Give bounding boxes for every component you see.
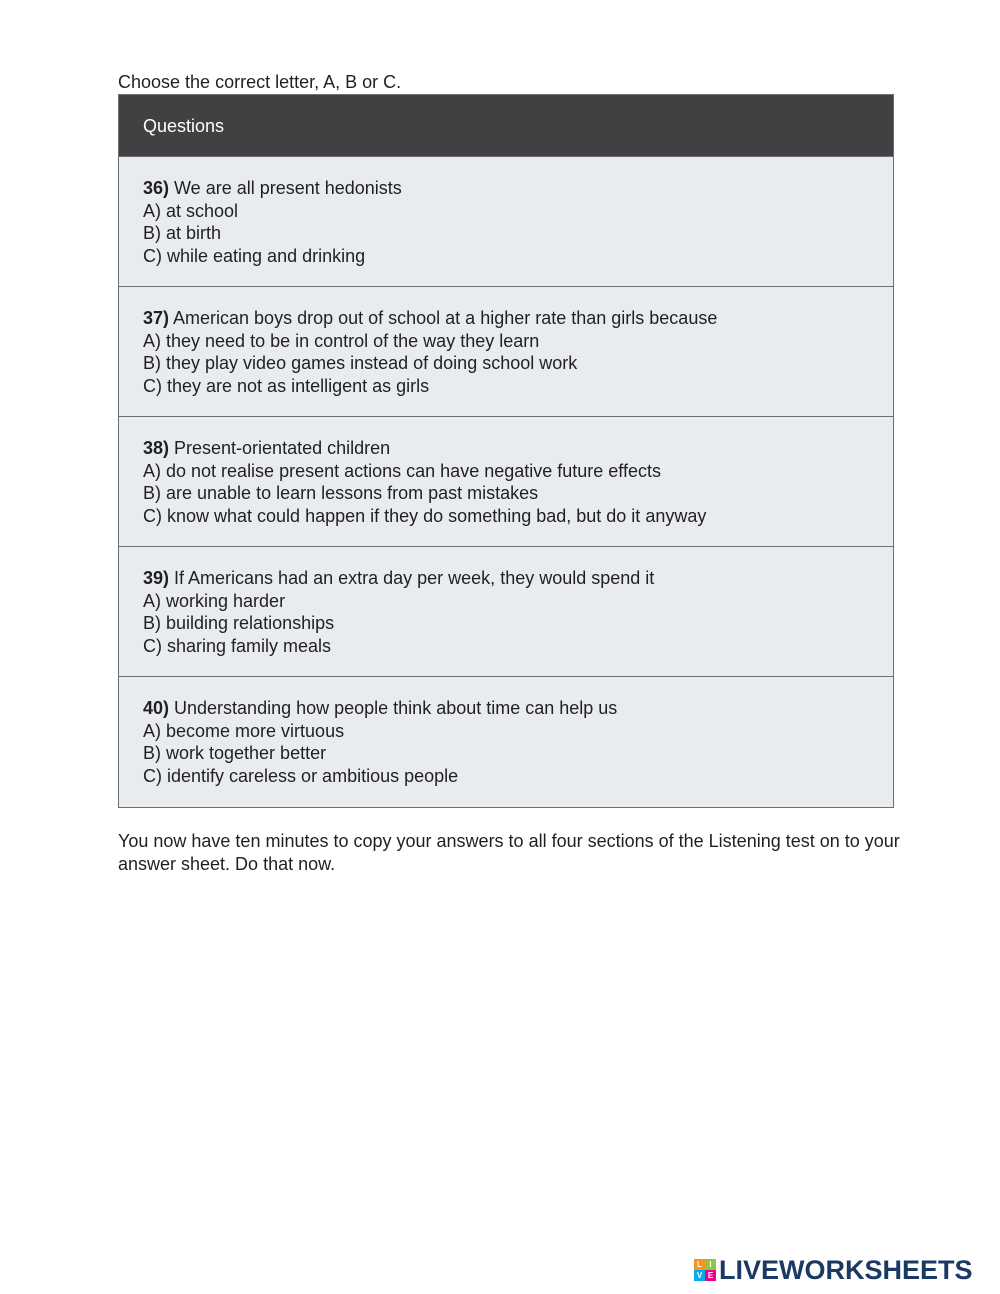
question-text: We are all present hedonists <box>169 178 402 198</box>
questions-table <box>118 94 894 808</box>
question-row-39 <box>119 547 893 677</box>
option-c: C) they are not as intelligent as girls <box>143 375 430 396</box>
option-c: C) know what could happen if they do something bad, but do it anyway <box>143 505 707 526</box>
logo-text: LIVEWORKSHEETS <box>719 1255 973 1285</box>
question-text: Understanding how people think about time can help us <box>169 698 618 718</box>
option-c: C) identify careless or ambitious people <box>143 765 459 786</box>
option-b: B) building relationships <box>143 613 335 633</box>
question-number: 36) <box>143 178 170 198</box>
question-stem <box>143 177 893 200</box>
question-stem <box>143 697 893 720</box>
option-a: A) become more virtuous <box>143 720 345 741</box>
question-number: 39) <box>143 568 170 588</box>
option-a: A) they need to be in control of the way they learn <box>143 330 540 351</box>
question-text: American boys drop out of school at a higher rate than girls because <box>169 308 718 328</box>
question-row-37 <box>119 287 893 417</box>
option-b: B) work together better <box>143 743 327 763</box>
option-c: C) sharing family meals <box>143 635 332 656</box>
option-a: A) working harder <box>143 590 286 611</box>
liveworksheets-logo <box>694 1256 973 1284</box>
logo-tile: L <box>694 1259 705 1270</box>
option-b: B) at birth <box>143 223 222 243</box>
option-c: C) while eating and drinking <box>143 245 366 266</box>
instruction-text: Choose the correct letter, A, B or C. <box>118 72 402 92</box>
table-header: Questions <box>119 95 893 157</box>
question-number: 37) <box>143 308 170 328</box>
option-a: A) at school <box>143 200 239 221</box>
logo-tile: E <box>705 1270 716 1281</box>
option-b: B) they play video games instead of doing school work <box>143 353 578 373</box>
question-number: 40) <box>143 698 170 718</box>
question-text: If Americans had an extra day per week, they would spend it <box>169 568 655 588</box>
logo-tile: I <box>705 1259 716 1270</box>
closing-instruction: You now have ten minutes to copy your answers to all four sections of the Listening test on to your answer sheet. Do that now. <box>118 831 900 874</box>
question-row-40 <box>119 677 893 807</box>
question-number: 38) <box>143 438 170 458</box>
option-b: B) are unable to learn lessons from past mistakes <box>143 483 539 503</box>
question-row-38 <box>119 417 893 547</box>
live-logo-icon <box>694 1259 716 1281</box>
option-a: A) do not realise present actions can have negative future effects <box>143 460 661 481</box>
question-stem <box>143 437 893 460</box>
question-text: Present-orientated children <box>169 438 391 458</box>
question-stem <box>143 307 893 330</box>
question-stem <box>143 567 893 590</box>
logo-tile: V <box>694 1270 705 1281</box>
question-row-36 <box>119 157 893 287</box>
